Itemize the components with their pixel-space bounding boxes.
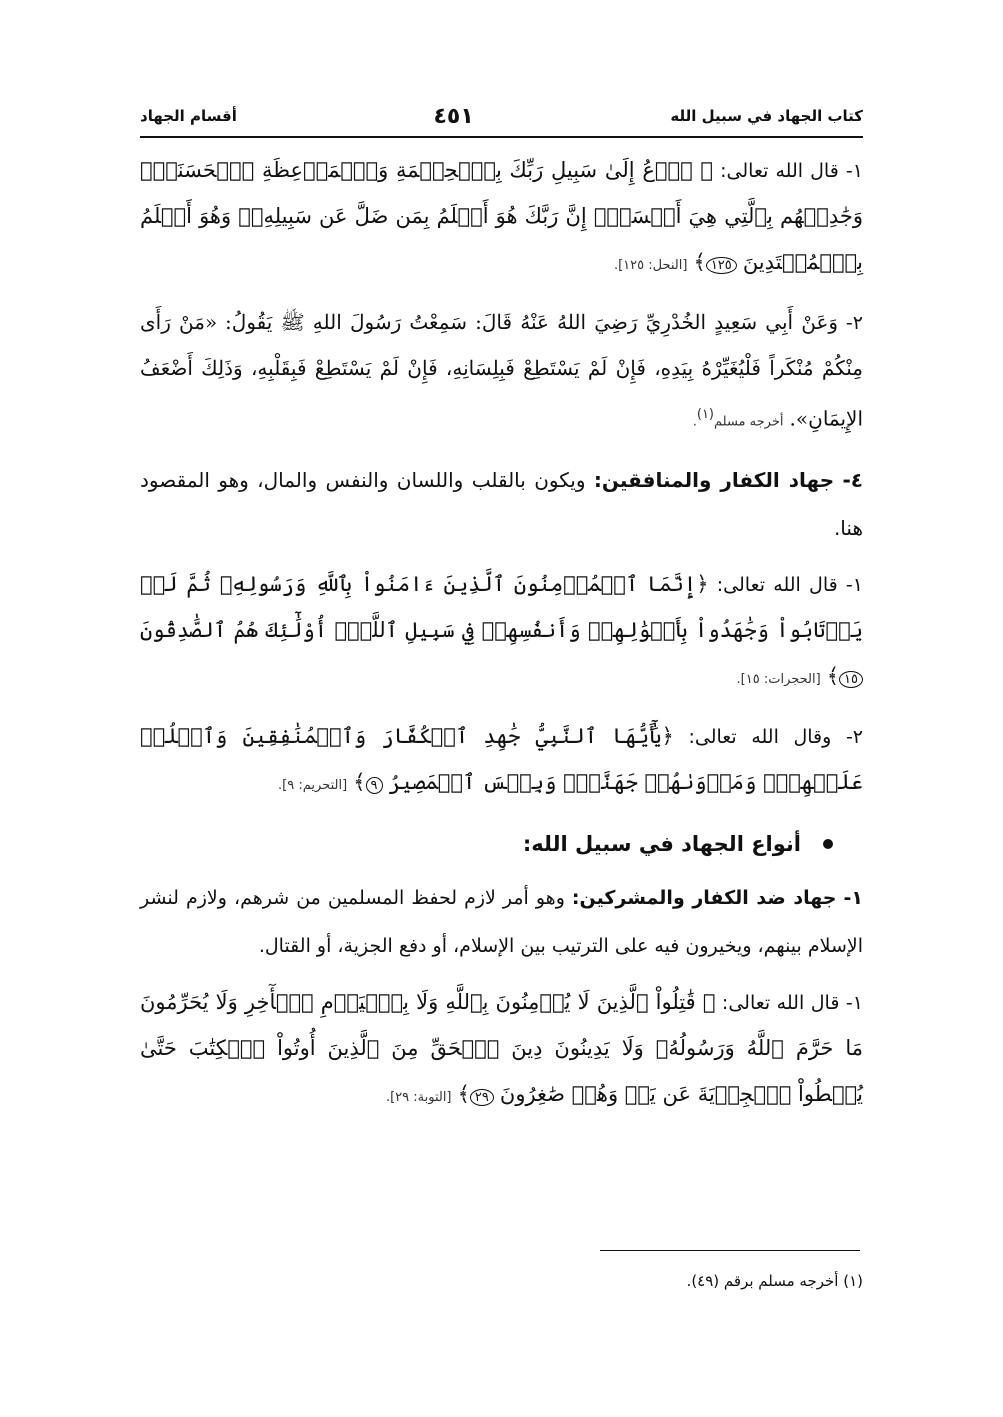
citation-intro: قال الله تعالى:	[716, 574, 838, 597]
page-header	[140, 100, 863, 132]
section-number: ٤-	[842, 468, 863, 493]
hadith-text: «مَنْ رَأَى مِنْكُمْ مُنْكَراً فَلْيُغَيِّرْهُ بِيَدِهِ، فَإِنْ لَمْ يَسْتَطِعْ فَبِلِسَانِهِ، فَإِنْ لَمْ يَسْتَطِعْ فَبِقَلْبِهِ، وَذَلِكَ أَضْعَفُ الإِيمَانِ».	[140, 310, 863, 431]
section-4	[140, 456, 863, 552]
surah-reference: [التوبة: ٢٩].	[385, 1090, 452, 1106]
footnote-divider	[600, 1250, 860, 1251]
ayah-close: ﴾	[693, 250, 706, 274]
types-heading	[140, 820, 833, 868]
item-number: ١-	[845, 160, 863, 182]
chapter-title: أقسام الجهاد	[140, 107, 237, 125]
item-number: ١-	[845, 992, 863, 1015]
quran-citation-at-tahrim	[140, 714, 863, 808]
ayah-close: ﴾	[353, 770, 366, 795]
quran-citation-an-nahl	[140, 148, 863, 288]
hadith-end: .	[692, 414, 697, 430]
type-text: وهو أمر لازم لحفظ المسلمين من شرهم، ولازم لنشر الإسلام بينهم، ويخيرون فيه على الترتيب بين الإسلام، أو دفع الجزية، أو القتال.	[140, 887, 863, 958]
section-title: جهاد الكفار والمنافقين:	[593, 468, 835, 493]
hadith-source: أخرجه مسلم	[714, 414, 784, 430]
citation-intro: قال الله تعالى:	[721, 992, 840, 1015]
citation-intro: قال الله تعالى:	[720, 160, 839, 182]
hadith-intro: وَعَنْ أَبِي سَعِيدٍ الخُدْرِيِّ رَضِيَ اللهُ عَنْهُ قَالَ: سَمِعْتُ رَسُولَ اللهِ ﷺ يَقُولُ:	[225, 310, 839, 334]
ayah-close: ﴾	[826, 664, 840, 689]
ayah-text: ﴿إِنَّمَا ٱلۡمُؤۡمِنُونَ ٱلَّذِينَ ءَامَنُواْ بِٱللَّهِ وَرَسُولِهِۦ ثُمَّ لَمۡ يَرۡتَابُواْ وَجَٰهَدُواْ بِأَمۡوَٰلِهِمۡ وَأَنفُسِهِمۡ فِي سَبِيلِ ٱللَّهِۚ أُوْلَٰٓئِكَ هُمُ ٱلصَّٰدِقُونَ	[140, 572, 863, 643]
ayah-number: ٢٩	[470, 1089, 494, 1106]
item-number: ١-	[845, 574, 863, 597]
page-number: ٤٥١	[433, 103, 474, 129]
type-number: ١-	[843, 887, 863, 910]
header-divider	[140, 136, 863, 138]
ayah-number: ١٢٥	[706, 257, 737, 274]
type-1	[140, 874, 863, 970]
footnote: (١) أخرجه مسلم برقم (٤٩).	[686, 1272, 863, 1290]
type-title: جهاد ضد الكفار والمشركين:	[571, 887, 837, 910]
item-number: ٢-	[845, 726, 864, 749]
quran-citation-al-hujurat	[140, 562, 863, 702]
book-title: كتاب الجهاد في سبيل الله	[670, 107, 863, 125]
ayah-close: ﴾	[457, 1082, 470, 1107]
item-number: ٢-	[845, 312, 863, 334]
footnote-marker: (١)	[696, 407, 714, 422]
ayah-text: ﴿يَٰٓأَيُّهَا ٱلنَّبِيُّ جَٰهِدِ ٱلۡكُفَّارَ وَٱلۡمُنَٰفِقِينَ وَٱغۡلُظۡ عَلَيۡهِمۡۚ وَمَأۡوَىٰهُمۡ جَهَنَّمُۖ وَبِئۡسَ ٱلۡمَصِيرُ	[140, 724, 863, 795]
ayah-text: ﴿ ٱدۡعُ إِلَىٰ سَبِيلِ رَبِّكَ بِٱلۡحِكۡمَةِ وَٱلۡمَوۡعِظَةِ ٱلۡحَسَنَةِۖ وَجَٰدِلۡهُم بِٱلَّتِي هِيَ أَحۡسَنُۚ إِنَّ رَبَّكَ هُوَ أَعۡلَمُ بِمَن ضَلَّ عَن سَبِيلِهِۦۖ وَهُوَ أَعۡلَمُ بِٱلۡمُهۡتَدِينَ	[140, 158, 863, 274]
bullet-icon	[823, 839, 833, 849]
ayah-number: ١٥	[839, 671, 863, 688]
citation-intro: وقال الله تعالى:	[688, 726, 832, 749]
types-heading-text: أنواع الجهاد في سبيل الله:	[522, 832, 801, 857]
ayah-text: ﴿ قَٰتِلُواْ ٱلَّذِينَ لَا يُؤۡمِنُونَ بِٱللَّهِ وَلَا بِٱلۡيَوۡمِ ٱلۡأٓخِرِ وَلَا يُحَرِّمُونَ مَا حَرَّمَ ٱللَّهُ وَرَسُولُهُۥ وَلَا يَدِينُونَ دِينَ ٱلۡحَقِّ مِنَ ٱلَّذِينَ أُوتُواْ ٱلۡكِتَٰبَ حَتَّىٰ يُعۡطُواْ ٱلۡجِزۡيَةَ عَن يَدٖ وَهُمۡ صَٰغِرُونَ	[140, 990, 863, 1107]
surah-reference: [النحل: ١٢٥].	[613, 258, 688, 273]
surah-reference: [التحريم: ٩].	[278, 778, 348, 794]
quran-citation-at-tawbah	[140, 980, 863, 1120]
page-body	[140, 148, 863, 1132]
surah-reference: [الحجرات: ١٥].	[736, 672, 821, 688]
ayah-number: ٩	[366, 777, 383, 794]
hadith-citation	[140, 300, 863, 444]
section-text: ويكون بالقلب واللسان والنفس والمال، وهو المقصود هنا.	[140, 468, 863, 541]
